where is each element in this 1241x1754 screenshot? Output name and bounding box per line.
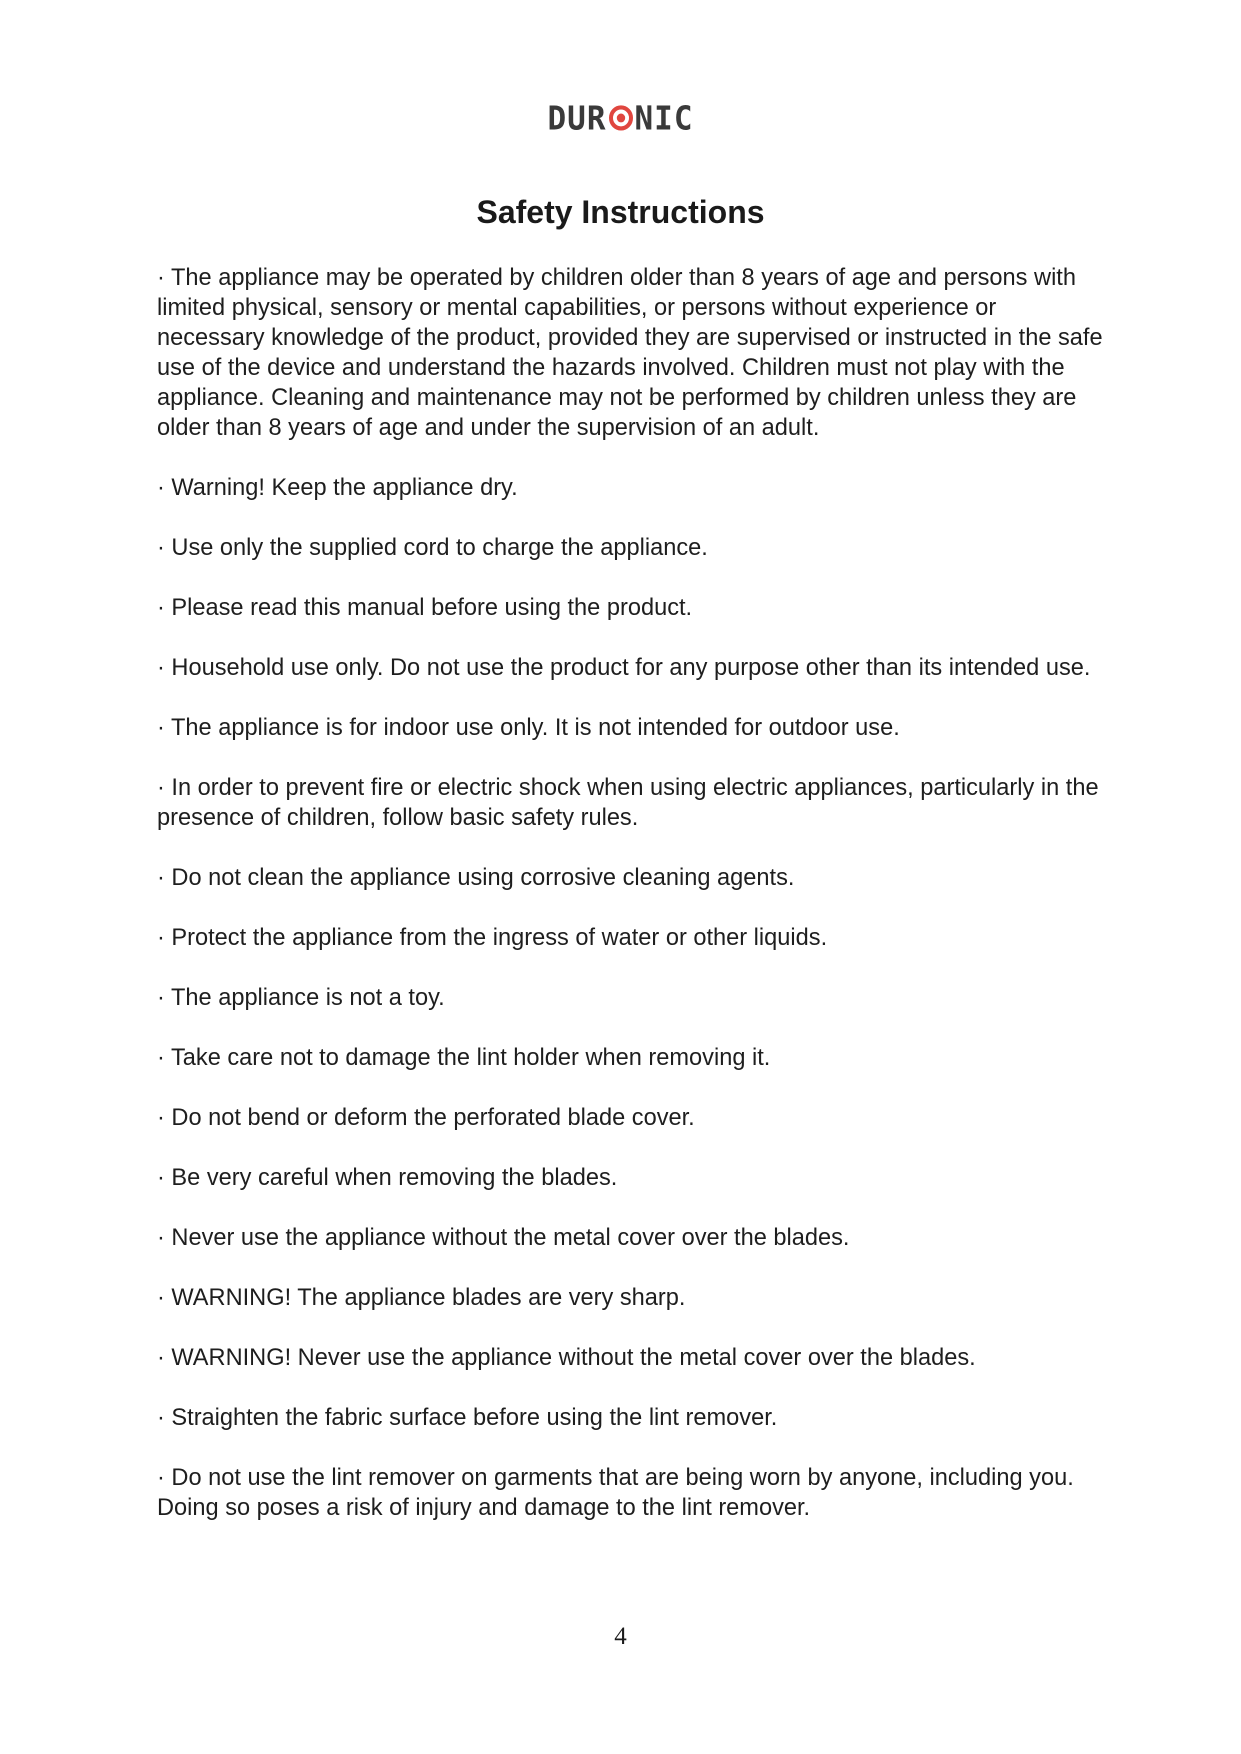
list-item: · Take care not to damage the lint holder when removing it. <box>157 1045 771 1071</box>
list-item: · Never use the appliance without the metal cover over the blades. <box>157 1225 850 1251</box>
logo-text-left: DUR <box>547 100 607 138</box>
list-item: · The appliance is for indoor use only. It is not intended for outdoor use. <box>157 715 900 741</box>
list-item: · Household use only. Do not use the product for any purpose other than its intended use. <box>157 655 1091 681</box>
list-item: · Use only the supplied cord to charge the appliance. <box>157 535 708 561</box>
power-ring-icon <box>608 104 634 131</box>
list-item: · WARNING! Never use the appliance without the metal cover over the blades. <box>157 1345 976 1371</box>
brand-logo <box>0 99 1241 139</box>
list-item: · In order to prevent fire or electric shock when using electric appliances, particularly in the presence of children, follow basic safety rules. <box>157 775 1099 831</box>
safety-instructions-list <box>157 263 1107 1553</box>
page-number: 4 <box>614 1623 627 1650</box>
list-item: · WARNING! The appliance blades are very sharp. <box>157 1285 686 1311</box>
list-item: · Straighten the fabric surface before using the lint remover. <box>157 1405 778 1431</box>
logo-text-right: NIC <box>634 100 694 138</box>
list-item: · Warning! Keep the appliance dry. <box>157 475 518 501</box>
list-item: · Please read this manual before using the product. <box>157 595 693 621</box>
list-item: · Do not clean the appliance using corrosive cleaning agents. <box>157 865 795 891</box>
list-item: · Do not bend or deform the perforated blade cover. <box>157 1105 695 1131</box>
list-item: · Protect the appliance from the ingress of water or other liquids. <box>157 925 828 951</box>
list-item: · Be very careful when removing the blades. <box>157 1165 618 1191</box>
list-item: · Do not use the lint remover on garments that are being worn by anyone, including you. Doing so poses a risk of injury and damage to the lint remover. <box>157 1465 1074 1521</box>
list-item: · The appliance is not a toy. <box>157 985 445 1011</box>
page-title: Safety Instructions <box>476 194 765 230</box>
list-item: · The appliance may be operated by children older than 8 years of age and persons with limited physical, sensory or mental capabilities, or persons without experience or necessary knowledge of the product, provided they are supervised or instructed in the safe use of the device and understand the hazards involved. Children must not play with the appliance. Cleaning and maintenance may not be performed by children unless they are older than 8 years of age and under the supervision of an adult. <box>157 265 1103 441</box>
